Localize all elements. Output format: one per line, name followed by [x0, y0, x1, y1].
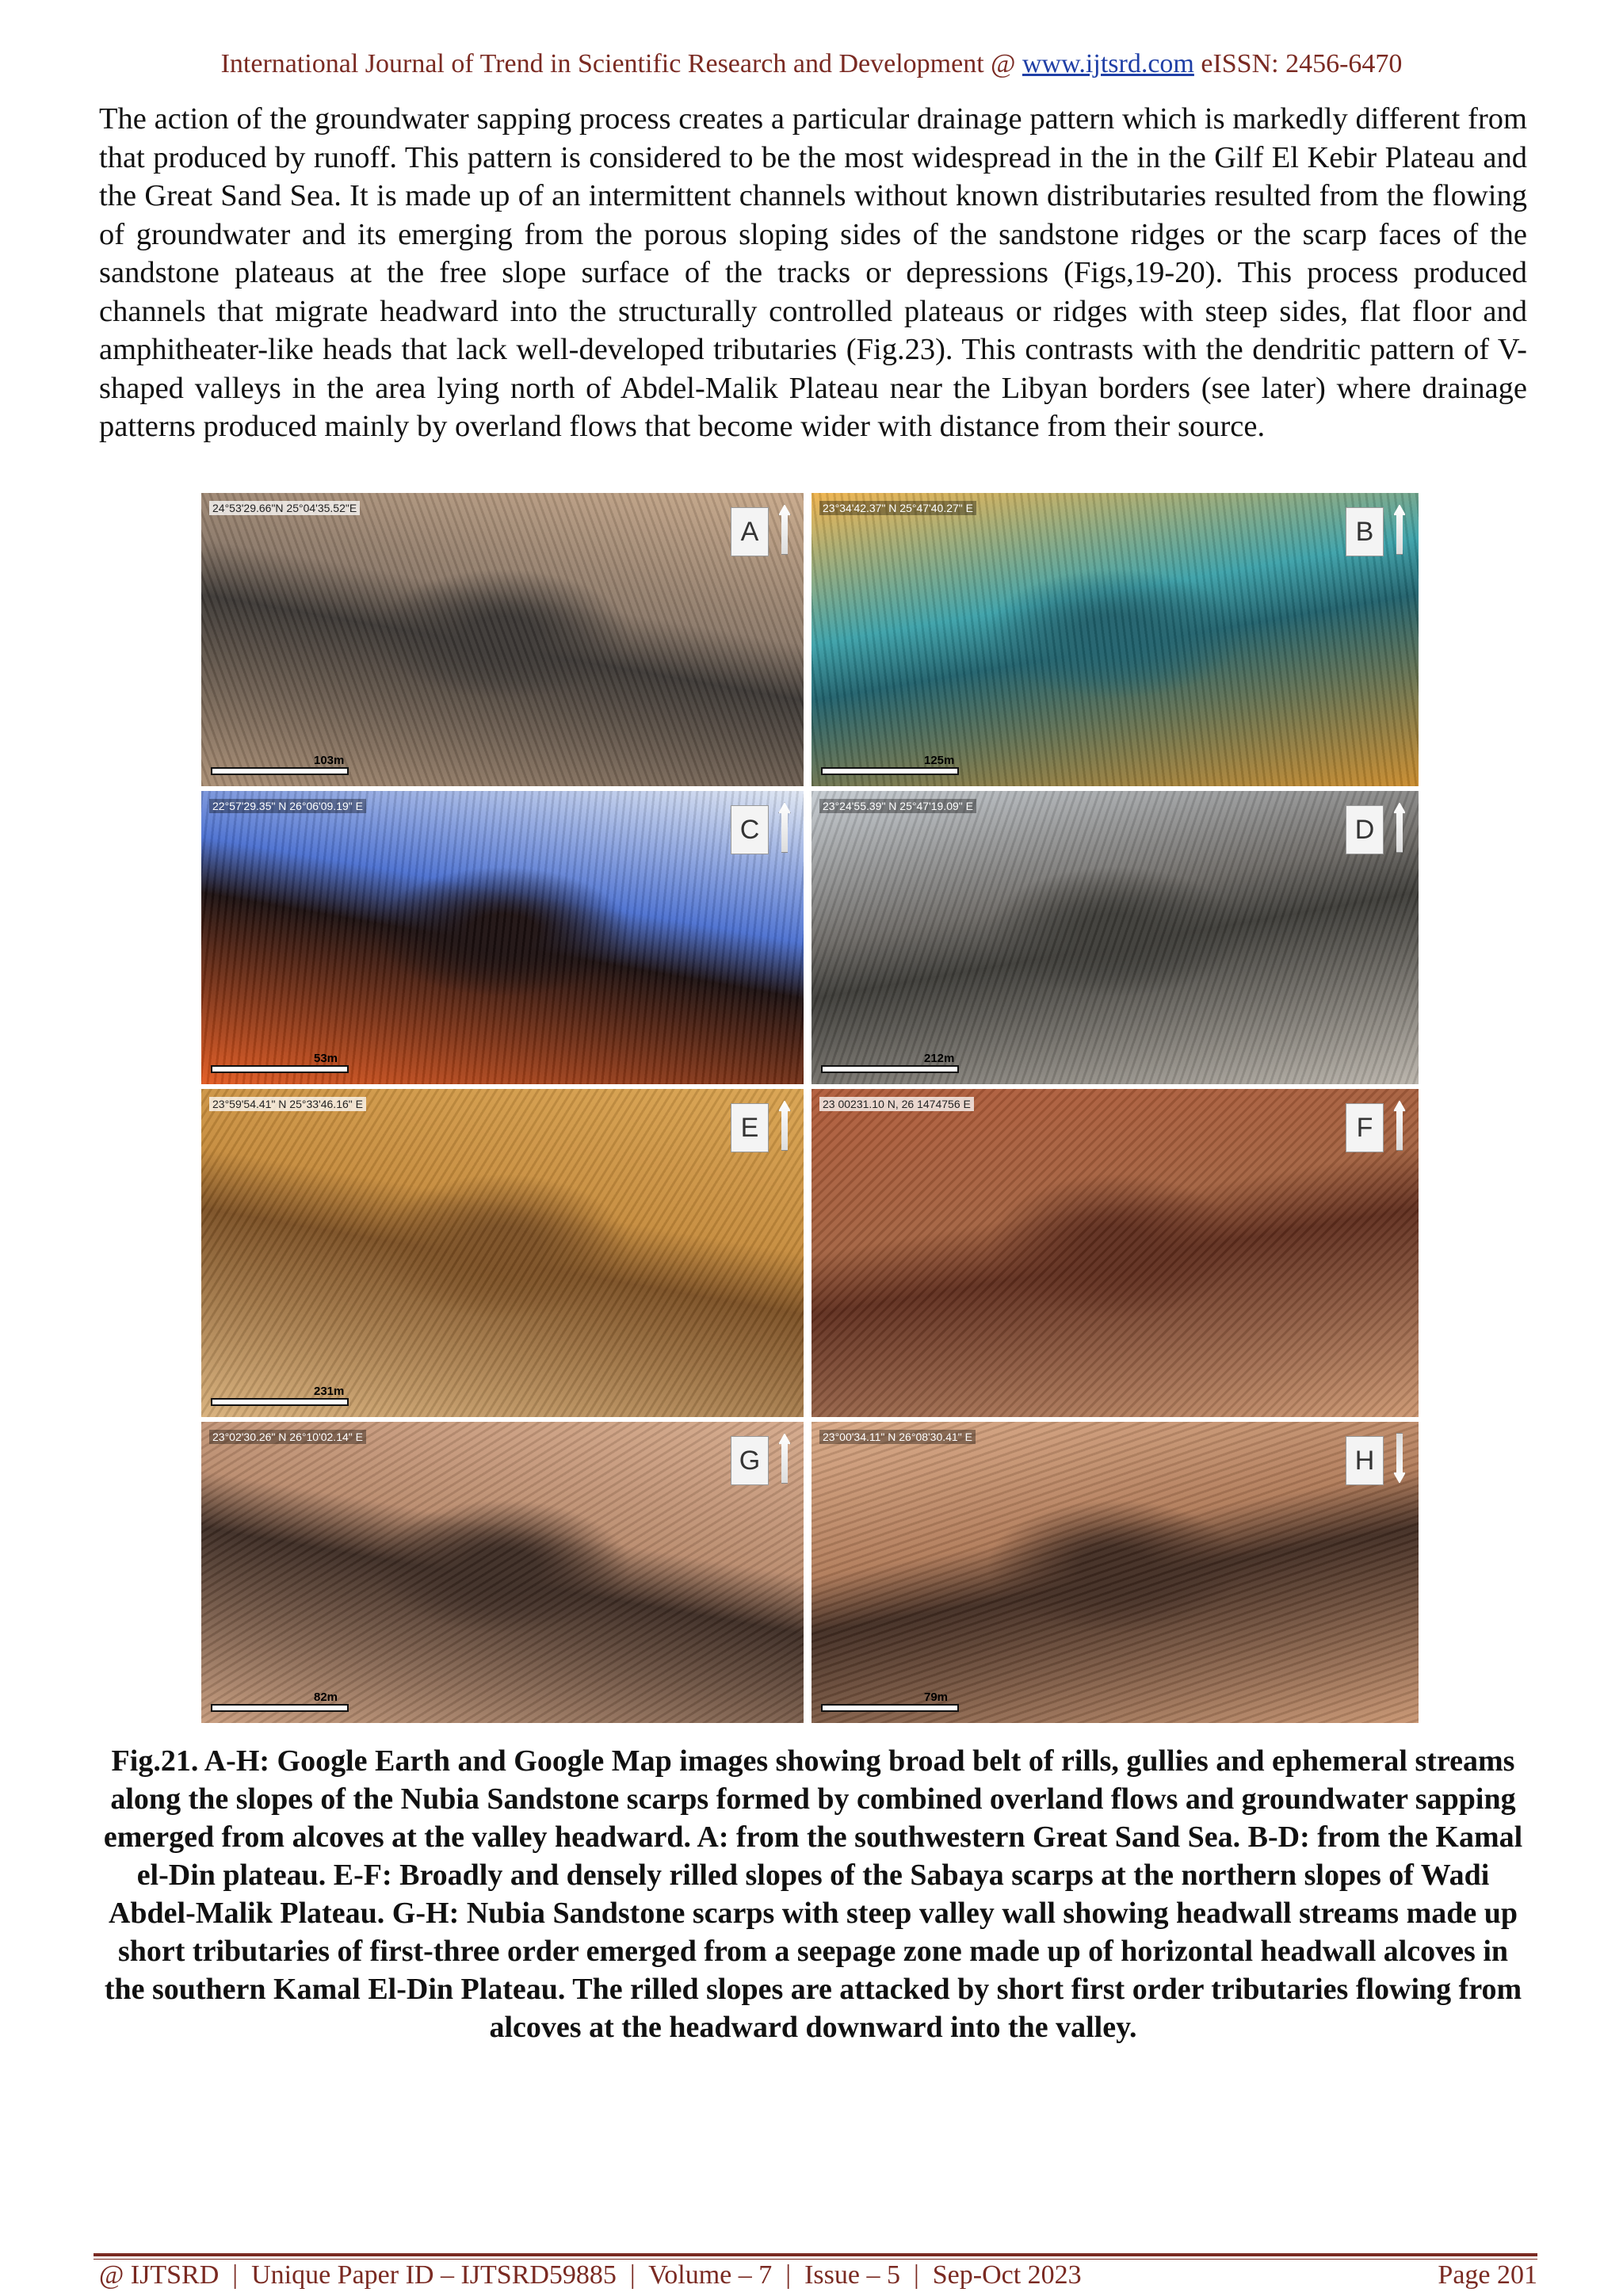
- figure-caption: Fig.21. A-H: Google Earth and Google Map images showing broad belt of rills, gullies and ephemeral streams along the slopes of the Nubia Sandstone scarps formed by combined overland flows and groundwater sapping emerged from alcoves at the valley headward. A: from the southwestern Great Sand Sea. B-D: from the Kamal el-Din plateau. E-F: Broadly and densely rilled slopes of the Sabaya scarps at the northern slopes of Wadi Abdel-Malik Plateau. G-H: Nubia Sandstone scarps with steep valley wall showing headwall streams made up short tributaries of first-three order emerged from a seepage zone made up of horizontal headwall alcoves in the southern Kamal El-Din Plateau. The rilled slopes are attacked by short first order tributaries flowing from alcoves at the headward downward into the valley.: [103, 1744, 1523, 2044]
- scale-line: [211, 1065, 349, 1073]
- scale-bar: [821, 1052, 959, 1073]
- scale-line: [821, 767, 959, 775]
- figure-21: [201, 493, 1419, 1734]
- north-arrow-icon: [1393, 1100, 1406, 1151]
- journal-link[interactable]: www.ijtsrd.com: [1022, 49, 1194, 78]
- scale-bar: [821, 1690, 959, 1712]
- scale-label: 231m: [314, 1385, 345, 1398]
- panel-letter: E: [731, 1103, 769, 1152]
- footer-rule-thin: [94, 2259, 1537, 2260]
- scale-line: [211, 1704, 349, 1712]
- coordinate-label: 24°53'29.66"N 25°04'35.52"E: [209, 501, 360, 515]
- panel-d: [812, 791, 1419, 1084]
- coordinate-label: 23°00'34.11" N 26°08'30.41" E: [819, 1430, 976, 1444]
- coordinate-label: 23°59'54.41" N 25°33'46.16" E: [209, 1097, 366, 1111]
- scale-label: 125m: [924, 754, 955, 767]
- scale-line: [211, 767, 349, 775]
- body-paragraph: The action of the groundwater sapping process creates a particular drainage pattern which is markedly different from that produced by runoff. This pattern is considered to be the most widespread in the in the Gilf El Kebir Plateau and the Great Sand Sea. It is made up of an intermittent channels without known distributaries resulted from the flowing of groundwater and its emerging from the porous sloping sides of the sandstone ridges or the scarp faces of the sandstone plateaus at the free slope surface of the tracks or depressions (Figs,19-20). This process produced channels that migrate headward into the structurally controlled plateaus or ridges with steep sides, flat floor and amphitheater-like heads that lack well-developed tributaries (Fig.23). This contrasts with the dendritic pattern of V-shaped valleys in the area lying north of Abdel-Malik Plateau near the Libyan borders (see later) where drainage patterns produced mainly by overland flows that become wider with distance from their source.: [99, 102, 1527, 443]
- panel-letter: B: [1346, 507, 1384, 556]
- coordinate-label: 22°57'29.35" N 26°06'09.19" E: [209, 799, 366, 813]
- panel-a: [201, 493, 804, 786]
- panel-letter: D: [1346, 805, 1384, 854]
- panel-h: [812, 1422, 1419, 1723]
- scale-label: 103m: [314, 754, 345, 767]
- scale-bar: [211, 1052, 349, 1073]
- journal-header: [0, 49, 1623, 79]
- north-arrow-icon: [778, 802, 791, 853]
- coordinate-label: 23°02'30.26" N 26°10'02.14" E: [209, 1430, 366, 1444]
- panel-b: [812, 493, 1419, 786]
- north-arrow-icon: [778, 504, 791, 555]
- north-arrow-icon: [778, 1433, 791, 1484]
- page-number: Page 201: [1438, 2260, 1537, 2290]
- panel-e: [201, 1089, 804, 1417]
- footer-rule: [94, 2253, 1537, 2256]
- panel-letter: F: [1346, 1103, 1384, 1152]
- panel-letter: A: [731, 507, 769, 556]
- header-suffix: eISSN: 2456-6470: [1193, 49, 1403, 78]
- scale-bar: [211, 1690, 349, 1712]
- header-prefix: International Journal of Trend in Scientific Research and Development @: [220, 49, 1022, 78]
- north-arrow-icon: [778, 1100, 791, 1151]
- scale-bar: [821, 754, 959, 775]
- coordinate-label: 23°24'55.39" N 25°47'19.09" E: [819, 799, 976, 813]
- north-arrow-icon: [1393, 802, 1406, 853]
- north-arrow-down-icon: [1393, 1433, 1406, 1484]
- scale-line: [821, 1704, 959, 1712]
- scale-bar: [211, 754, 349, 775]
- panel-c: [201, 791, 804, 1084]
- coordinate-label: 23 00231.10 N, 26 1474756 E: [819, 1097, 974, 1111]
- coordinate-label: 23°34'42.37" N 25°47'40.27" E: [819, 501, 976, 515]
- scale-line: [211, 1398, 349, 1406]
- panel-g: [201, 1422, 804, 1723]
- scale-line: [821, 1065, 959, 1073]
- scale-bar: [211, 1385, 349, 1406]
- scale-label: 212m: [924, 1052, 955, 1065]
- panel-letter: C: [731, 805, 769, 854]
- north-arrow-icon: [1393, 504, 1406, 555]
- scale-label: 82m: [314, 1690, 338, 1704]
- scale-label: 53m: [314, 1052, 338, 1065]
- panel-f: [812, 1089, 1419, 1417]
- scale-label: 79m: [924, 1690, 949, 1704]
- panel-letter: H: [1346, 1436, 1384, 1485]
- footer-info: @ IJTSRD | Unique Paper ID – IJTSRD59885 | Volume – 7 | Issue – 5 | Sep-Oct 2023: [99, 2260, 1082, 2290]
- panel-letter: G: [731, 1436, 769, 1485]
